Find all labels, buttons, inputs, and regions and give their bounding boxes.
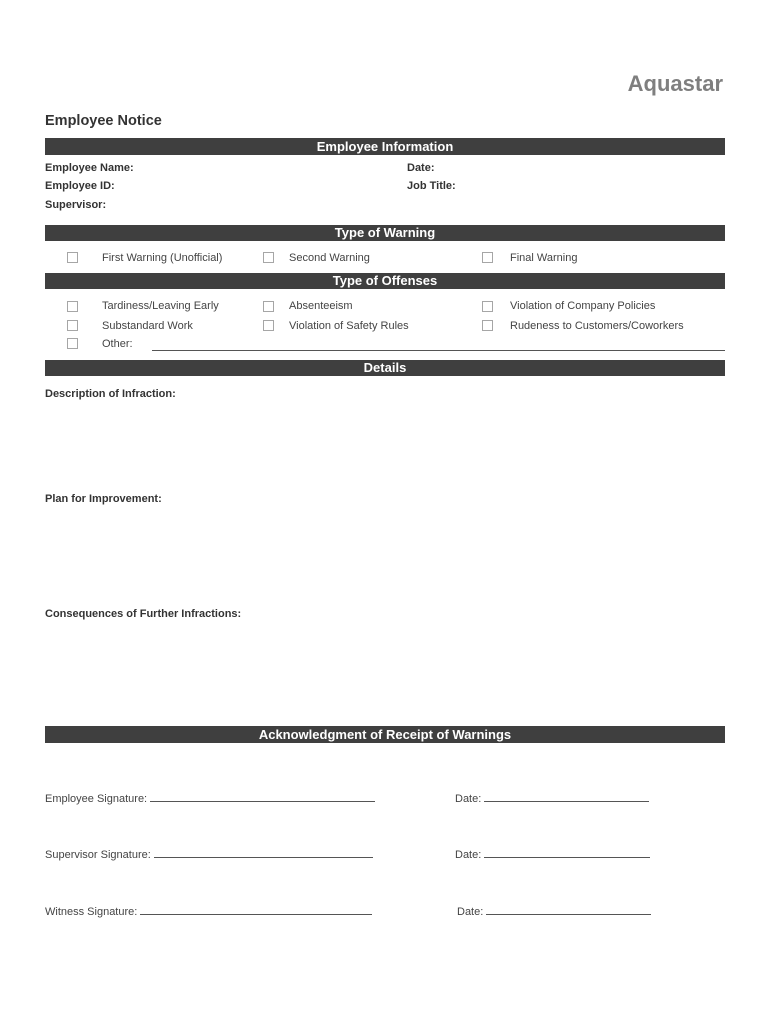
rudeness-checkbox[interactable]: [482, 320, 493, 331]
first-warning-label: First Warning (Unofficial): [102, 252, 223, 264]
employee-signature-line[interactable]: [150, 791, 375, 802]
tardiness-checkbox[interactable]: [67, 301, 78, 312]
employee-signature-field[interactable]: [45, 791, 375, 805]
section-header-type-of-warning: Type of Warning: [45, 225, 725, 241]
substandard-work-checkbox[interactable]: [67, 320, 78, 331]
section-header-employee-information: Employee Information: [45, 138, 725, 155]
safety-rules-label: Violation of Safety Rules: [289, 320, 409, 332]
absenteeism-checkbox[interactable]: [263, 301, 274, 312]
employee-date-field[interactable]: [455, 791, 649, 805]
other-offense-input-line[interactable]: [152, 350, 725, 351]
document-title: Employee Notice: [45, 113, 162, 129]
witness-date-field[interactable]: [457, 904, 651, 918]
witness-signature-line[interactable]: [140, 904, 372, 915]
second-warning-checkbox[interactable]: [263, 252, 274, 263]
employee-date-label: Date:: [455, 793, 482, 805]
employee-date-line[interactable]: [484, 791, 649, 802]
supervisor-signature-line[interactable]: [154, 847, 373, 858]
job-title-label: Job Title:: [407, 180, 456, 192]
supervisor-signature-field[interactable]: [45, 847, 373, 861]
second-warning-label: Second Warning: [289, 252, 370, 264]
description-of-infraction-label: Description of Infraction:: [45, 388, 176, 400]
safety-rules-checkbox[interactable]: [263, 320, 274, 331]
employee-id-label: Employee ID:: [45, 180, 115, 192]
supervisor-date-label: Date:: [455, 849, 482, 861]
tardiness-label: Tardiness/Leaving Early: [102, 300, 219, 312]
supervisor-date-line[interactable]: [484, 847, 650, 858]
final-warning-label: Final Warning: [510, 252, 578, 264]
section-header-details: Details: [45, 360, 725, 376]
other-offense-checkbox[interactable]: [67, 338, 78, 349]
final-warning-checkbox[interactable]: [482, 252, 493, 263]
company-policies-label: Violation of Company Policies: [510, 300, 656, 312]
plan-for-improvement-label: Plan for Improvement:: [45, 493, 162, 505]
date-label: Date:: [407, 162, 435, 174]
witness-date-label: Date:: [457, 906, 484, 918]
company-policies-checkbox[interactable]: [482, 301, 493, 312]
supervisor-signature-label: Supervisor Signature:: [45, 849, 151, 861]
witness-date-line[interactable]: [486, 904, 651, 915]
employee-name-label: Employee Name:: [45, 162, 134, 174]
rudeness-label: Rudeness to Customers/Coworkers: [510, 320, 684, 332]
company-name: Aquastar: [627, 71, 723, 96]
section-header-acknowledgment: Acknowledgment of Receipt of Warnings: [45, 726, 725, 743]
supervisor-date-field[interactable]: [455, 847, 650, 861]
section-header-type-of-offenses: Type of Offenses: [45, 273, 725, 289]
absenteeism-label: Absenteeism: [289, 300, 353, 312]
supervisor-label: Supervisor:: [45, 199, 107, 211]
other-offense-label: Other:: [102, 338, 133, 350]
employee-signature-label: Employee Signature:: [45, 793, 148, 805]
substandard-work-label: Substandard Work: [102, 320, 193, 332]
witness-signature-field[interactable]: [45, 904, 372, 918]
witness-signature-label: Witness Signature:: [45, 906, 138, 918]
first-warning-checkbox[interactable]: [67, 252, 78, 263]
consequences-label: Consequences of Further Infractions:: [45, 608, 242, 620]
